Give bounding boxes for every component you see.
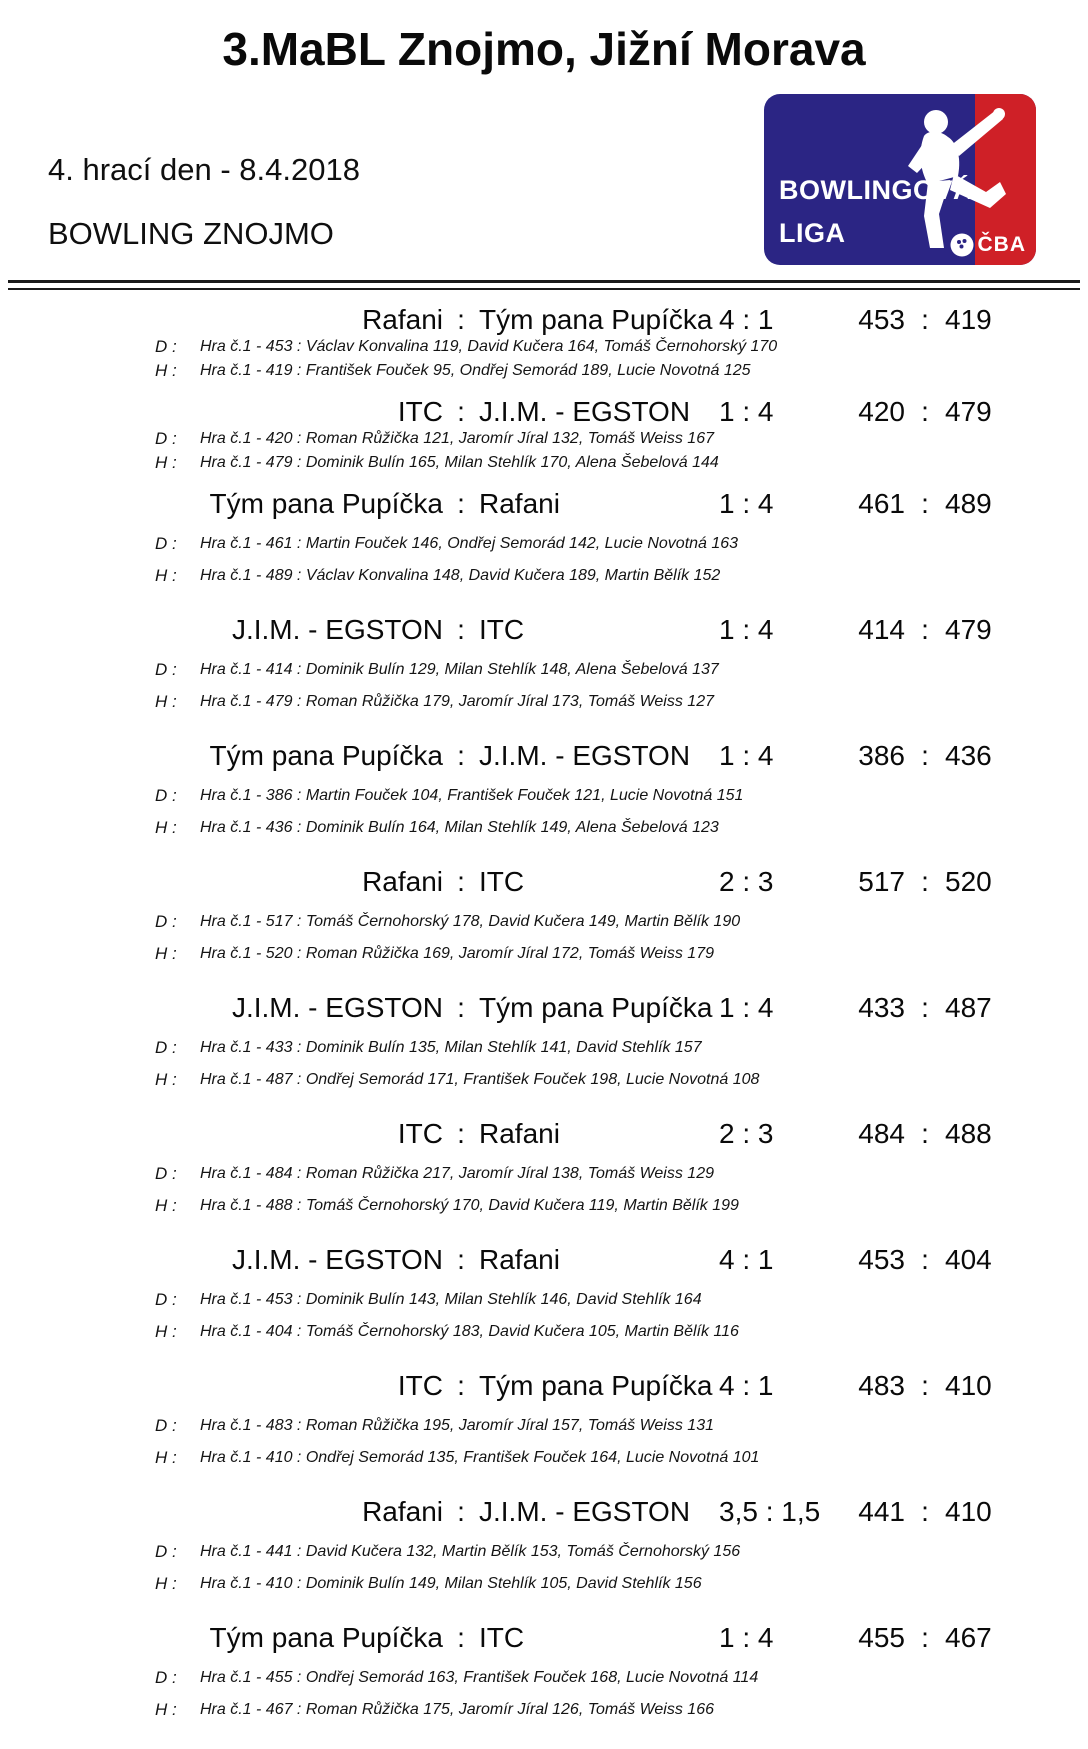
match-header — [0, 305, 1088, 335]
guest-games-row — [0, 359, 1088, 383]
match-pins — [824, 1118, 992, 1149]
d-row-label: D : — [155, 1668, 177, 1687]
teams-separator: : — [457, 614, 465, 645]
match-block — [0, 1119, 1088, 1219]
d-row-text: Hra č.1 - 461 : Martin Fouček 146, Ondřej Semorád 142, Lucie Novotná 163 — [200, 535, 739, 552]
pins-home: 441 — [858, 1496, 905, 1527]
match-header — [0, 1497, 1088, 1527]
teams-separator: : — [457, 304, 465, 335]
h-row-label: H : — [155, 818, 177, 837]
pins-separator: : — [921, 740, 929, 771]
away-team: ITC — [479, 866, 525, 897]
match-block — [0, 867, 1088, 967]
match-header — [0, 397, 1088, 427]
away-team: Tým pana Pupíčka — [479, 304, 713, 335]
h-row-label: H : — [155, 1196, 177, 1215]
h-row-label: H : — [155, 1448, 177, 1467]
match-pins — [824, 488, 992, 519]
match-block — [0, 1371, 1088, 1471]
home-games-row — [0, 909, 1088, 935]
match-score: 1 : 4 — [719, 614, 774, 645]
d-row-text: Hra č.1 - 433 : Dominik Bulín 135, Milan Stehlík 141, David Stehlík 157 — [200, 1039, 702, 1056]
h-row-text: Hra č.1 - 419 : František Fouček 95, Ondřej Semorád 189, Lucie Novotná 125 — [200, 362, 751, 379]
pins-separator: : — [921, 1244, 929, 1275]
match-block — [0, 1245, 1088, 1345]
h-row-text: Hra č.1 - 404 : Tomáš Černohorský 183, David Kučera 105, Martin Bělík 116 — [200, 1323, 739, 1340]
guest-games-row — [0, 451, 1088, 475]
d-row-text: Hra č.1 - 484 : Roman Růžička 217, Jaromír Jíral 138, Tomáš Weiss 129 — [200, 1165, 714, 1182]
home-team: J.I.M. - EGSTON — [231, 1244, 443, 1275]
round-label: 4. hrací den - 8.4.2018 — [48, 152, 360, 187]
home-team: J.I.M. - EGSTON — [231, 614, 443, 645]
home-games-row — [0, 1287, 1088, 1313]
match-header — [0, 1623, 1088, 1653]
d-row-text: Hra č.1 - 455 : Ondřej Semorád 163, František Fouček 168, Lucie Novotná 114 — [200, 1669, 759, 1686]
pins-home: 386 — [858, 740, 905, 771]
pins-home: 461 — [858, 488, 905, 519]
guest-games-row — [0, 1193, 1088, 1219]
home-team: Tým pana Pupíčka — [209, 740, 443, 771]
match-block — [0, 993, 1088, 1093]
match-score: 3,5 : 1,5 — [719, 1496, 821, 1527]
d-row-label: D : — [155, 1542, 177, 1561]
away-team: Rafani — [479, 1118, 560, 1149]
match-score: 1 : 4 — [719, 1622, 774, 1653]
pins-separator: : — [921, 1370, 929, 1401]
match-score: 1 : 4 — [719, 740, 774, 771]
d-row-label: D : — [155, 429, 177, 448]
home-team: Rafani — [362, 1496, 443, 1527]
match-pins — [824, 614, 992, 645]
pins-separator: : — [921, 992, 929, 1023]
match-pins — [824, 1622, 992, 1653]
h-row-label: H : — [155, 1574, 177, 1593]
h-row-label: H : — [155, 944, 177, 963]
h-row-label: H : — [155, 566, 177, 585]
pins-separator: : — [921, 1118, 929, 1149]
h-row-text: Hra č.1 - 467 : Roman Růžička 175, Jaromír Jíral 126, Tomáš Weiss 166 — [200, 1701, 714, 1718]
d-row-text: Hra č.1 - 483 : Roman Růžička 195, Jaromír Jíral 157, Tomáš Weiss 131 — [200, 1417, 714, 1434]
d-row-text: Hra č.1 - 386 : Martin Fouček 104, František Fouček 121, Lucie Novotná 151 — [200, 787, 744, 804]
away-team: J.I.M. - EGSTON — [479, 1496, 691, 1527]
pins-separator: : — [921, 1622, 929, 1653]
d-row-label: D : — [155, 337, 177, 356]
match-score: 4 : 1 — [719, 1370, 774, 1401]
home-team: Tým pana Pupíčka — [209, 1622, 443, 1653]
h-row-text: Hra č.1 - 488 : Tomáš Černohorský 170, David Kučera 119, Martin Bělík 199 — [200, 1197, 739, 1214]
match-header — [0, 1245, 1088, 1275]
h-row-text: Hra č.1 - 489 : Václav Konvalina 148, David Kučera 189, Martin Bělík 152 — [200, 567, 721, 584]
home-games-row — [0, 1161, 1088, 1187]
guest-games-row — [0, 689, 1088, 715]
match-pins — [824, 1370, 992, 1401]
teams-separator: : — [457, 1370, 465, 1401]
match-pins — [824, 396, 992, 427]
h-row-text: Hra č.1 - 487 : Ondřej Semorád 171, František Fouček 198, Lucie Novotná 108 — [200, 1071, 760, 1088]
match-pins — [824, 304, 992, 335]
home-games-row — [0, 531, 1088, 557]
pins-away: 410 — [945, 1370, 992, 1401]
bowling-ball-icon — [950, 233, 974, 257]
separator-rule — [8, 280, 1080, 290]
teams-separator: : — [457, 740, 465, 771]
h-row-text: Hra č.1 - 410 : Ondřej Semorád 135, František Fouček 164, Lucie Novotná 101 — [200, 1449, 760, 1466]
home-team: Tým pana Pupíčka — [209, 488, 443, 519]
logo-text-line2: LIGA — [779, 218, 846, 248]
pins-away: 419 — [945, 304, 992, 335]
match-header — [0, 993, 1088, 1023]
d-row-label: D : — [155, 660, 177, 679]
match-header — [0, 489, 1088, 519]
teams-separator: : — [457, 1622, 465, 1653]
match-block — [0, 615, 1088, 715]
match-score: 2 : 3 — [719, 866, 774, 897]
home-team: ITC — [397, 1118, 443, 1149]
home-games-row — [0, 1413, 1088, 1439]
away-team: J.I.M. - EGSTON — [479, 396, 691, 427]
away-team: Rafani — [479, 488, 560, 519]
pins-home: 517 — [858, 866, 905, 897]
pins-away: 467 — [945, 1622, 992, 1653]
home-games-row — [0, 427, 1088, 451]
home-games-row — [0, 1665, 1088, 1691]
d-row-label: D : — [155, 1038, 177, 1057]
match-score: 1 : 4 — [719, 488, 774, 519]
match-score: 4 : 1 — [719, 304, 774, 335]
pins-separator: : — [921, 304, 929, 335]
match-block — [0, 305, 1088, 383]
d-row-text: Hra č.1 - 420 : Roman Růžička 121, Jaromír Jíral 132, Tomáš Weiss 167 — [200, 430, 714, 447]
pins-separator: : — [921, 1496, 929, 1527]
away-team: Rafani — [479, 1244, 560, 1275]
d-row-label: D : — [155, 534, 177, 553]
match-score: 2 : 3 — [719, 1118, 774, 1149]
league-logo — [764, 94, 1036, 265]
guest-games-row — [0, 1571, 1088, 1597]
home-games-row — [0, 335, 1088, 359]
d-row-label: D : — [155, 1164, 177, 1183]
pins-away: 489 — [945, 488, 992, 519]
home-games-row — [0, 1035, 1088, 1061]
guest-games-row — [0, 815, 1088, 841]
match-pins — [824, 1244, 992, 1275]
match-list — [0, 305, 1088, 1749]
d-row-text: Hra č.1 - 414 : Dominik Bulín 129, Milan Stehlík 148, Alena Šebelová 137 — [200, 661, 719, 678]
home-team: J.I.M. - EGSTON — [231, 992, 443, 1023]
h-row-text: Hra č.1 - 520 : Roman Růžička 169, Jaromír Jíral 172, Tomáš Weiss 179 — [200, 945, 714, 962]
teams-separator: : — [457, 866, 465, 897]
h-row-text: Hra č.1 - 436 : Dominik Bulín 164, Milan Stehlík 149, Alena Šebelová 123 — [200, 819, 719, 836]
pins-away: 404 — [945, 1244, 992, 1275]
home-games-row — [0, 783, 1088, 809]
match-block — [0, 397, 1088, 475]
pins-home: 483 — [858, 1370, 905, 1401]
teams-separator: : — [457, 396, 465, 427]
guest-games-row — [0, 1067, 1088, 1093]
venue-label: BOWLING ZNOJMO — [48, 216, 334, 251]
pins-away: 488 — [945, 1118, 992, 1149]
pins-separator: : — [921, 614, 929, 645]
away-team: ITC — [479, 1622, 525, 1653]
home-games-row — [0, 657, 1088, 683]
teams-separator: : — [457, 1496, 465, 1527]
page-title: 3.MaBL Znojmo, Jižní Morava — [222, 23, 866, 75]
pins-home: 484 — [858, 1118, 905, 1149]
match-block — [0, 1497, 1088, 1597]
h-row-label: H : — [155, 1070, 177, 1089]
h-row-text: Hra č.1 - 479 : Dominik Bulín 165, Milan Stehlík 170, Alena Šebelová 144 — [200, 454, 719, 471]
home-games-row — [0, 1539, 1088, 1565]
guest-games-row — [0, 1319, 1088, 1345]
h-row-text: Hra č.1 - 479 : Roman Růžička 179, Jaromír Jíral 173, Tomáš Weiss 127 — [200, 693, 714, 710]
pins-home: 420 — [858, 396, 905, 427]
pins-home: 453 — [858, 1244, 905, 1275]
match-header — [0, 741, 1088, 771]
guest-games-row — [0, 1445, 1088, 1471]
d-row-label: D : — [155, 912, 177, 931]
pins-separator: : — [921, 396, 929, 427]
cba-label: ČBA — [977, 233, 1026, 256]
teams-separator: : — [457, 488, 465, 519]
match-pins — [824, 740, 992, 771]
match-header — [0, 1119, 1088, 1149]
match-header — [0, 1371, 1088, 1401]
pins-home: 455 — [858, 1622, 905, 1653]
pins-away: 520 — [945, 866, 992, 897]
away-team: ITC — [479, 614, 525, 645]
match-block — [0, 489, 1088, 589]
h-row-label: H : — [155, 692, 177, 711]
guest-games-row — [0, 941, 1088, 967]
h-row-label: H : — [155, 453, 177, 472]
pins-separator: : — [921, 866, 929, 897]
guest-games-row — [0, 563, 1088, 589]
match-pins — [824, 866, 992, 897]
match-score: 1 : 4 — [719, 992, 774, 1023]
cba-badge — [950, 233, 1027, 257]
match-pins — [824, 1496, 992, 1527]
home-team: ITC — [397, 1370, 443, 1401]
pins-home: 453 — [858, 304, 905, 335]
h-row-text: Hra č.1 - 410 : Dominik Bulín 149, Milan Stehlík 105, David Stehlík 156 — [200, 1575, 702, 1592]
pins-away: 479 — [945, 396, 992, 427]
teams-separator: : — [457, 992, 465, 1023]
pins-away: 479 — [945, 614, 992, 645]
h-row-label: H : — [155, 1700, 177, 1719]
match-header — [0, 615, 1088, 645]
d-row-label: D : — [155, 786, 177, 805]
match-block — [0, 1623, 1088, 1723]
d-row-text: Hra č.1 - 441 : David Kučera 132, Martin Bělík 153, Tomáš Černohorský 156 — [200, 1543, 741, 1560]
pins-away: 487 — [945, 992, 992, 1023]
d-row-label: D : — [155, 1416, 177, 1435]
logo-text-line1: BOWLINGOVÁ — [779, 175, 973, 205]
away-team: Tým pana Pupíčka — [479, 1370, 713, 1401]
pins-home: 433 — [858, 992, 905, 1023]
home-team: Rafani — [362, 866, 443, 897]
away-team: Tým pana Pupíčka — [479, 992, 713, 1023]
home-team: Rafani — [362, 304, 443, 335]
teams-separator: : — [457, 1118, 465, 1149]
h-row-label: H : — [155, 361, 177, 380]
match-pins — [824, 992, 992, 1023]
pins-away: 410 — [945, 1496, 992, 1527]
home-team: ITC — [397, 396, 443, 427]
match-block — [0, 741, 1088, 841]
match-score: 1 : 4 — [719, 396, 774, 427]
teams-separator: : — [457, 1244, 465, 1275]
h-row-label: H : — [155, 1322, 177, 1341]
match-score: 4 : 1 — [719, 1244, 774, 1275]
d-row-text: Hra č.1 - 453 : Václav Konvalina 119, David Kučera 164, Tomáš Černohorský 170 — [200, 338, 778, 355]
away-team: J.I.M. - EGSTON — [479, 740, 691, 771]
d-row-text: Hra č.1 - 453 : Dominik Bulín 143, Milan Stehlík 146, David Stehlík 164 — [200, 1291, 702, 1308]
match-header — [0, 867, 1088, 897]
pins-away: 436 — [945, 740, 992, 771]
guest-games-row — [0, 1697, 1088, 1723]
pins-separator: : — [921, 488, 929, 519]
pins-home: 414 — [858, 614, 905, 645]
d-row-text: Hra č.1 - 517 : Tomáš Černohorský 178, David Kučera 149, Martin Bělík 190 — [200, 913, 741, 930]
d-row-label: D : — [155, 1290, 177, 1309]
